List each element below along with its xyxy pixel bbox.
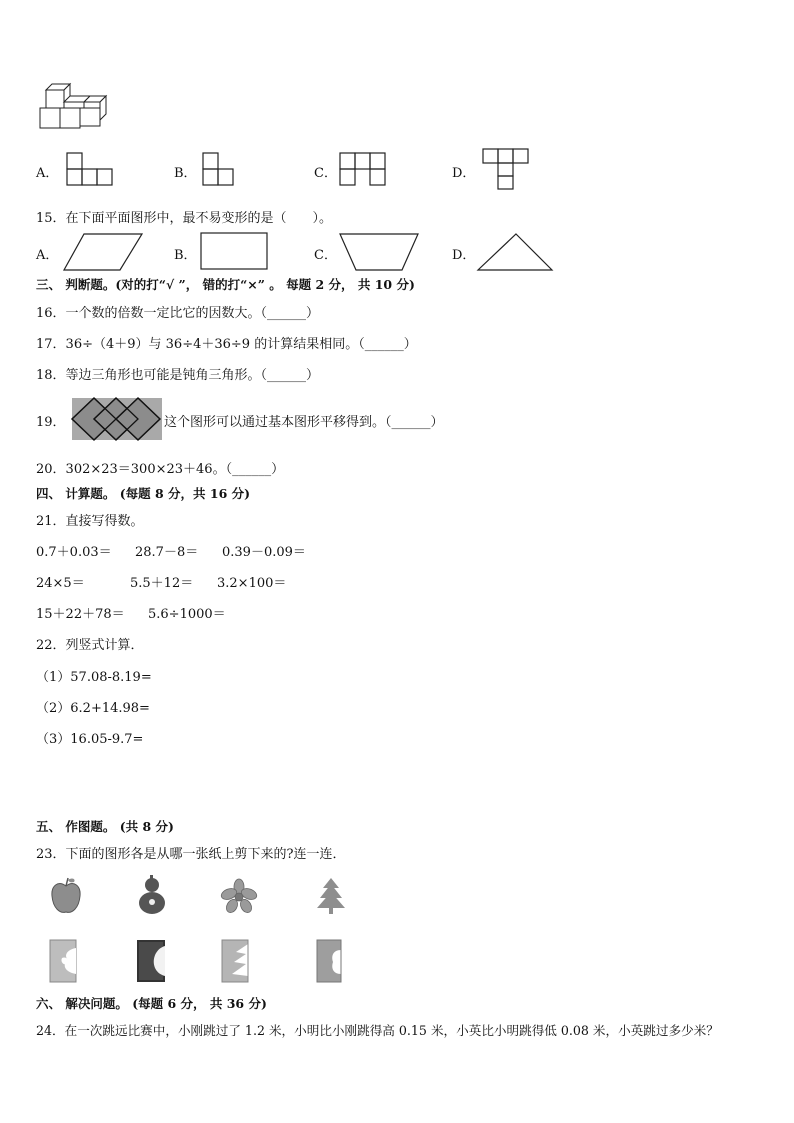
q15-option-d[interactable]: D． bbox=[452, 248, 476, 263]
q15-question: 15．在下面平面图形中，最不易变形的是（ ）。 bbox=[36, 211, 333, 226]
q14-option-b[interactable]: B． bbox=[174, 166, 197, 181]
calc-item: 0.39－0.09＝ bbox=[222, 545, 306, 560]
calc-item: 15＋22＋78＝ bbox=[36, 607, 125, 622]
rectangle-figure bbox=[200, 232, 270, 272]
q14-option-a[interactable]: A． bbox=[36, 166, 59, 181]
question-19-text: 这个图形可以通过基本图形平移得到。（______） bbox=[164, 415, 444, 430]
parallelogram-figure bbox=[62, 232, 144, 272]
question-24: 24．在一次跳远比赛中，小刚跳过了 1.2 米，小明比小刚跳得高 0.15 米，小英比小明跳得低 0.08 米，小英跳过多少米？ bbox=[36, 1023, 719, 1038]
tree-cutout-icon[interactable] bbox=[315, 876, 347, 916]
apple-cutout-icon[interactable] bbox=[50, 876, 82, 916]
question-20: 20．302×23＝300×23＋46。（______） bbox=[36, 462, 285, 477]
question-21-title: 21．直接写得数。 bbox=[36, 514, 144, 529]
question-22-title: 22．列竖式计算． bbox=[36, 638, 144, 653]
trapezoid-figure bbox=[338, 232, 422, 272]
q15-option-c[interactable]: C． bbox=[314, 248, 337, 263]
flower-cutout-icon[interactable] bbox=[220, 878, 258, 914]
calc-item: 5.5＋12＝ bbox=[130, 576, 194, 591]
q14-option-d[interactable]: D． bbox=[452, 166, 476, 181]
paper-piece-apple[interactable] bbox=[315, 938, 347, 984]
calc-item: 5.6÷1000＝ bbox=[148, 607, 226, 622]
question-17: 17．36÷（4＋9）与 36÷4＋36÷9 的计算结果相同。（______） bbox=[36, 337, 417, 352]
calc-item: 3.2×100＝ bbox=[217, 576, 287, 591]
calc-item: 24×5＝ bbox=[36, 576, 85, 591]
q14-option-d-figure bbox=[482, 148, 534, 192]
vertical-calc-item: （3）16.05-9.7= bbox=[36, 732, 144, 747]
vertical-calc-item: （1）57.08-8.19= bbox=[36, 670, 152, 685]
section-6-title: 六、 解决问题。 (每题 6 分， 共 36 分) bbox=[36, 996, 267, 1011]
gourd-cutout-icon[interactable] bbox=[135, 874, 169, 918]
question-23-title: 23．下面的图形各是从哪一张纸上剪下来的?连一连． bbox=[36, 847, 346, 862]
question-19-number: 19． bbox=[36, 415, 66, 430]
vertical-calc-item: （2）6.2+14.98= bbox=[36, 701, 150, 716]
q15-option-b[interactable]: B． bbox=[174, 248, 197, 263]
q14-option-c-figure bbox=[339, 152, 391, 188]
calc-item: 0.7＋0.03＝ bbox=[36, 545, 112, 560]
question-18: 18．等边三角形也可能是钝角三角形。（______） bbox=[36, 368, 320, 383]
section-4-title: 四、 计算题。 (每题 8 分，共 16 分) bbox=[36, 486, 251, 501]
q14-option-a-figure bbox=[66, 152, 116, 188]
paper-piece-leaf[interactable] bbox=[48, 938, 82, 984]
question-16: 16．一个数的倍数一定比它的因数大。（______） bbox=[36, 306, 320, 321]
q14-option-b-figure bbox=[202, 152, 238, 188]
cube-stack-figure bbox=[38, 82, 110, 134]
q14-option-c[interactable]: C． bbox=[314, 166, 337, 181]
paper-piece-tree[interactable] bbox=[220, 938, 256, 984]
calc-item: 28.7－8＝ bbox=[135, 545, 199, 560]
diamond-pattern-figure bbox=[70, 396, 164, 442]
section-3-title: 三、 判断题。(对的打“√ ”， 错的打“×” 。 每题 2 分， 共 10 分) bbox=[36, 277, 415, 292]
triangle-figure bbox=[476, 232, 556, 272]
section-5-title: 五、 作图题。 (共 8 分) bbox=[36, 819, 174, 834]
q15-option-a[interactable]: A． bbox=[36, 248, 59, 263]
paper-piece-crescent[interactable] bbox=[135, 938, 169, 984]
